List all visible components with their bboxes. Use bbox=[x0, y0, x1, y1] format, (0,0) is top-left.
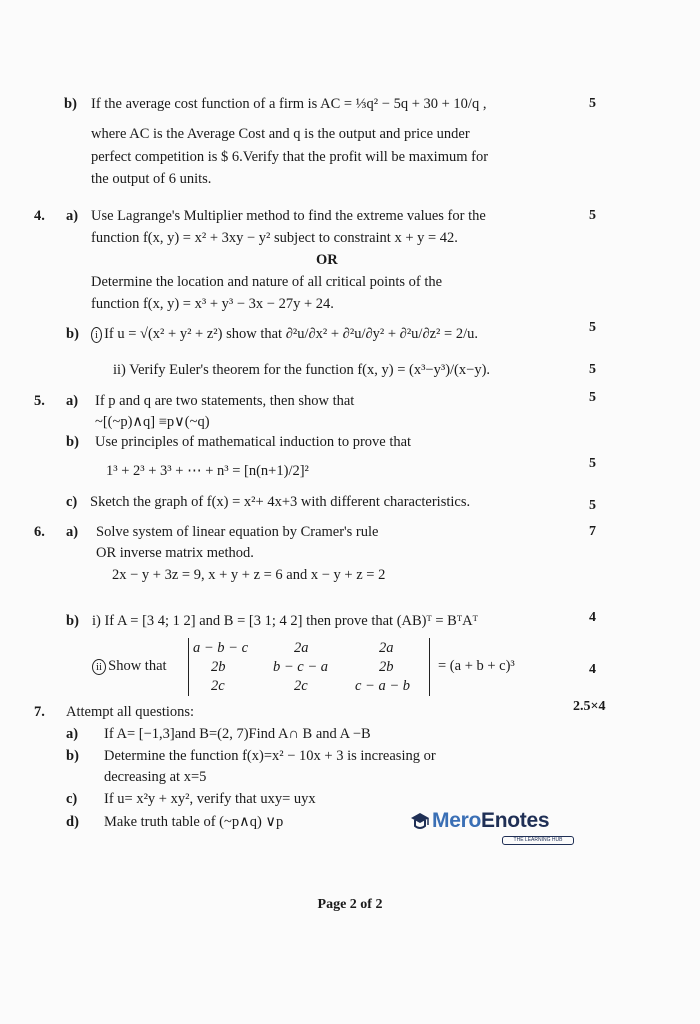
logo-wordmark: MeroEnotes bbox=[432, 809, 550, 832]
q4-alt-line1: Determine the location and nature of all critical points of the bbox=[91, 274, 443, 290]
q6b-i-marks: 4 bbox=[589, 610, 596, 625]
q5a-marks: 5 bbox=[589, 390, 596, 405]
q7b-text: Determine the function f(x)=x² − 10x + 3 is increasing or bbox=[104, 748, 436, 764]
q5c-label: c) bbox=[66, 494, 78, 510]
q4-number: 4. bbox=[34, 208, 45, 224]
q7b-label: b) bbox=[66, 748, 79, 764]
q5b-label: b) bbox=[66, 434, 79, 450]
q7c-text: If u= x²y + xy², verify that uxy= uyx bbox=[104, 791, 316, 807]
q4a-line2: function f(x, y) = x² + 3xy − y² subject to constraint x + y = 42. bbox=[91, 230, 458, 246]
q6b-ii-number: ii bbox=[92, 659, 106, 675]
q4b-ii-text: ii) Verify Euler's theorem for the function f(x, y) = (x³−y³)/(x−y). bbox=[113, 362, 491, 378]
q5b-formula: 1³ + 2³ + 3³ + ⋯ + n³ = [n(n+1)/2]² bbox=[106, 463, 309, 479]
logo-tagline: THE LEARNING HUB bbox=[502, 836, 574, 845]
det-cell: a − b − c bbox=[193, 640, 249, 656]
q4a-marks: 5 bbox=[589, 208, 596, 223]
q5-number: 5. bbox=[34, 393, 45, 409]
q6a-line3: 2x − y + 3z = 9, x + y + z = 6 and x − y + z = 2 bbox=[112, 567, 386, 583]
q5b-marks: 5 bbox=[589, 456, 596, 471]
q7-title: Attempt all questions: bbox=[66, 704, 195, 720]
q5b-line1: Use principles of mathematical induction to prove that bbox=[95, 434, 412, 450]
q6b-i-text: i) If A = [3 4; 1 2] and B = [3 1; 4 2] then prove that (AB)ᵀ = BᵀAᵀ bbox=[92, 613, 478, 629]
q5c-text: Sketch the graph of f(x) = x²+ 4x+3 with different characteristics. bbox=[90, 494, 471, 510]
q6b-ii-prefix: Show that bbox=[108, 658, 167, 674]
q5c-marks: 5 bbox=[589, 498, 596, 513]
q7c-label: c) bbox=[66, 791, 78, 807]
q7d-text: Make truth table of (~p∧q) ∨p bbox=[104, 814, 284, 830]
q6a-marks: 7 bbox=[589, 524, 596, 539]
q4b-label: b) bbox=[66, 326, 79, 342]
q4b-i bbox=[91, 326, 478, 343]
meroenotes-logo bbox=[410, 811, 572, 847]
q4-or: OR bbox=[316, 252, 338, 268]
q6b-ii-rhs: = (a + b + c)³ bbox=[438, 658, 515, 674]
q6a-line1: Solve system of linear equation by Cramer's rule bbox=[96, 524, 379, 540]
q5a-line2: ~[(~p)∧q] ≡p∨(~q) bbox=[95, 414, 210, 430]
det-cell: 2c bbox=[294, 678, 308, 694]
det-cell: 2b bbox=[211, 659, 226, 675]
det-cell: b − c − a bbox=[273, 659, 329, 675]
q4a-line1: Use Lagrange's Multiplier method to find the extreme values for the bbox=[91, 208, 486, 224]
q7b-text-cont: decreasing at x=5 bbox=[104, 769, 207, 785]
graduation-cap-icon bbox=[410, 811, 430, 835]
q4-alt-line2: function f(x, y) = x³ + y³ − 3x − 27y + 24. bbox=[91, 296, 334, 312]
det-cell: 2c bbox=[211, 678, 225, 694]
q4b-i-marks: 5 bbox=[589, 320, 596, 335]
q7-number: 7. bbox=[34, 704, 45, 720]
q5a-line1: If p and q are two statements, then show that bbox=[95, 393, 355, 409]
page-footer: Page 2 of 2 bbox=[317, 897, 383, 912]
q4b-i-text: If u = √(x² + y² + z²) show that ∂²u/∂x² + ∂²u/∂y² + ∂²u/∂z² = 2/u. bbox=[104, 326, 478, 342]
det-cell: 2a bbox=[294, 640, 309, 656]
q7-marks: 2.5×4 bbox=[573, 699, 606, 714]
determinant bbox=[188, 638, 430, 696]
q6a-line2: OR inverse matrix method. bbox=[96, 545, 254, 561]
q5a-label: a) bbox=[66, 393, 79, 409]
q3b-line3: perfect competition is $ 6.Verify that the profit will be maximum for bbox=[91, 149, 489, 165]
q3b-marks: 5 bbox=[589, 96, 596, 111]
q3b-line1: If the average cost function of a firm is AC = ⅓q² − 5q + 30 + 10/q , bbox=[91, 96, 487, 112]
det-cell: c − a − b bbox=[355, 678, 411, 694]
q3b-label: b) bbox=[64, 96, 77, 112]
q3b-line2: where AC is the Average Cost and q is the output and price under bbox=[91, 126, 470, 142]
det-cell: 2b bbox=[379, 659, 394, 675]
q7d-label: d) bbox=[66, 814, 79, 830]
q4a-label: a) bbox=[66, 208, 79, 224]
q4b-i-number: i bbox=[91, 327, 102, 343]
q7a-label: a) bbox=[66, 726, 79, 742]
q7a-text: If A= [−1,3]and B=(2, 7)Find A∩ B and A −B bbox=[104, 726, 371, 742]
q4b-ii-marks: 5 bbox=[589, 362, 596, 377]
det-cell: 2a bbox=[379, 640, 394, 656]
q6a-label: a) bbox=[66, 524, 79, 540]
q6b-label: b) bbox=[66, 613, 79, 629]
q3b-line4: the output of 6 units. bbox=[91, 171, 212, 187]
q6b-ii-marks: 4 bbox=[589, 662, 596, 677]
q6-number: 6. bbox=[34, 524, 45, 540]
q6b-ii bbox=[92, 658, 167, 675]
